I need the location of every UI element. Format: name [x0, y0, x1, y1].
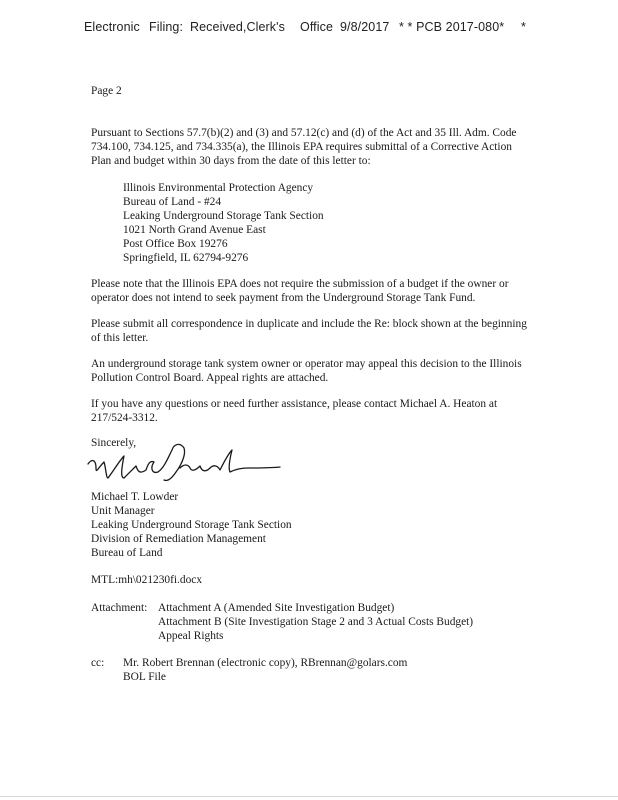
cc-item-2: BOL File [123, 671, 166, 683]
cc-label: cc: [91, 657, 105, 669]
reference-code: MTL:mh\021230fi.docx [91, 574, 203, 586]
signer-bureau: Bureau of Land [91, 547, 163, 559]
stamp-case: * * PCB 2017-080* [399, 20, 505, 34]
cc-item-1: Mr. Robert Brennan (electronic copy), RBrennan@golars.com [123, 657, 408, 669]
signer-division: Division of Remediation Management [91, 533, 266, 545]
attachment-label: Attachment: [91, 602, 148, 614]
budget-note-line-2: operator does not intend to seek payment from the Underground Storage Tank Fund. [91, 292, 476, 304]
address-line-3: Leaking Underground Storage Tank Section [123, 210, 324, 222]
submit-note-line-2: of this letter. [91, 332, 149, 344]
contact-note-line-1: If you have any questions or need further assistance, please contact Michael A. Heaton at [91, 398, 498, 410]
page-bottom-rule [0, 796, 618, 797]
attachment-item-1: Attachment A (Amended Site Investigation Budget) [158, 602, 395, 614]
intro-line-3: Plan and budget within 30 days from the date of this letter to: [91, 155, 371, 167]
attachment-item-3: Appeal Rights [158, 630, 224, 642]
intro-line-1: Pursuant to Sections 57.7(b)(2) and (3) and 57.12(c) and (d) of the Act and 35 Ill. Adm. Code [91, 127, 517, 139]
stamp-electronic: Electronic [84, 20, 140, 34]
signer-title: Unit Manager [91, 505, 155, 517]
contact-note-line-2: 217/524-3312. [91, 412, 158, 424]
address-line-1: Illinois Environmental Protection Agency [123, 182, 314, 194]
signer-name: Michael T. Lowder [91, 491, 179, 503]
budget-note-line-1: Please note that the Illinois EPA does not require the submission of a budget if the owner or [91, 278, 509, 290]
intro-line-2: 734.100, 734.125, and 734.335(a), the Illinois EPA requires submittal of a Corrective Action [91, 141, 512, 153]
address-line-6: Springfield, IL 62794-9276 [123, 252, 249, 264]
submit-note-line-1: Please submit all correspondence in duplicate and include the Re: block shown at the beginning [91, 318, 527, 330]
address-line-2: Bureau of Land - #24 [123, 196, 222, 208]
stamp-date: 9/8/2017 [340, 20, 390, 34]
signature-image [84, 438, 284, 490]
page-label: Page 2 [91, 85, 122, 97]
address-line-5: Post Office Box 19276 [123, 238, 228, 250]
stamp-received: Received,Clerk's [190, 20, 285, 34]
closing: Sincerely, [91, 437, 137, 449]
stamp-office: Office [300, 20, 334, 34]
stamp-filing: Filing: [149, 20, 184, 34]
signer-section: Leaking Underground Storage Tank Section [91, 519, 292, 531]
attachment-item-2: Attachment B (Site Investigation Stage 2 and 3 Actual Costs Budget) [158, 616, 474, 628]
stamp-trail: * [521, 20, 526, 34]
appeal-note-line-1: An underground storage tank system owner or operator may appeal this decision to the Illinois [91, 358, 522, 370]
appeal-note-line-2: Pollution Control Board. Appeal rights are attached. [91, 372, 329, 384]
address-line-4: 1021 North Grand Avenue East [123, 224, 266, 236]
